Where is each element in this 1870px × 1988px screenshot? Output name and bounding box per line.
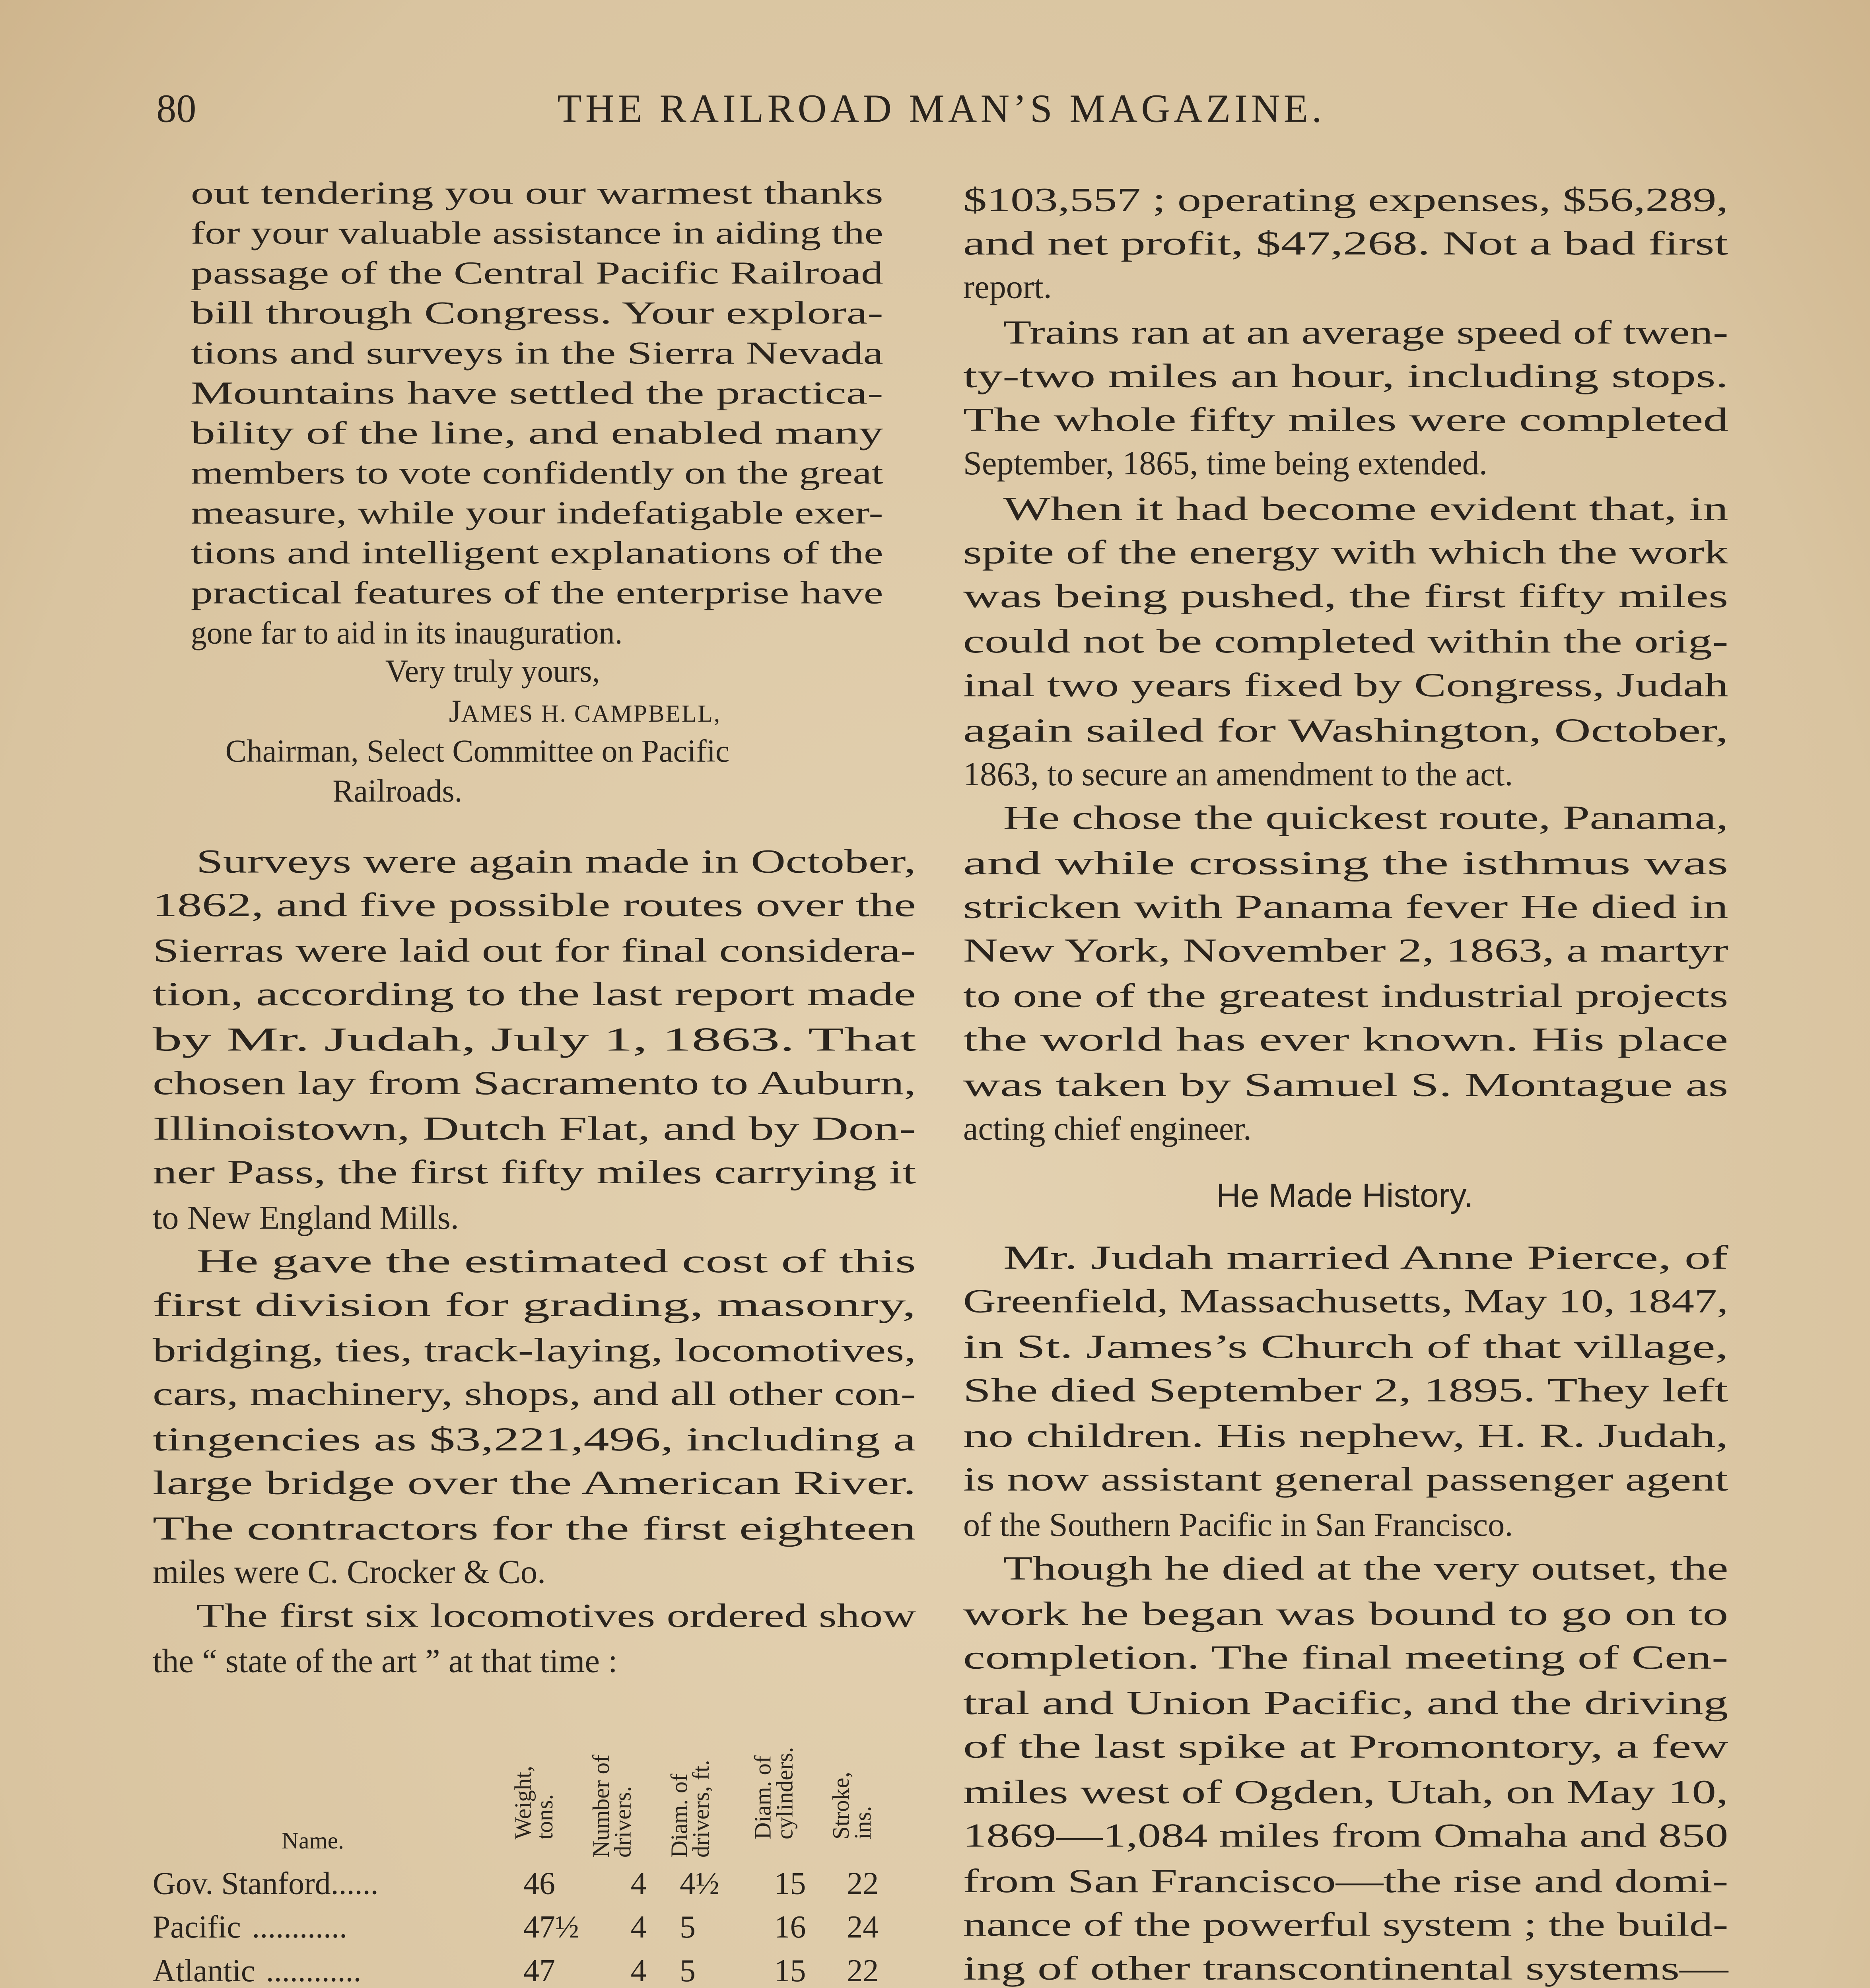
cell-diam: 4½	[679, 1866, 719, 1901]
text-line: tingencies as $3,221,496, including a	[152, 1421, 916, 1458]
letter-signer: JAMES H. CAMPBELL,	[449, 693, 721, 729]
text-line: in St. James’s Church of that village,	[963, 1328, 1728, 1365]
text-line: to New England Mills.	[152, 1199, 459, 1237]
text-line: New York, November 2, 1863, a martyr	[963, 932, 1728, 969]
letter-line: out tendering you our warmest thanks	[190, 175, 883, 211]
cell-weight: 47½	[523, 1910, 579, 1945]
cell-stroke: 22	[847, 1866, 879, 1901]
letter-line: for your valuable assistance in aiding the	[190, 215, 883, 251]
paragraph-washington	[963, 490, 1729, 792]
text-line: ing of other transcontinental systems—	[963, 1950, 1729, 1987]
text-line: ner Pass, the first fifty miles carrying it	[152, 1153, 916, 1191]
column-header: Diam. ofcylinders.	[749, 1747, 798, 1840]
text-line: again sailed for Washington, October,	[963, 712, 1728, 749]
text-line: the “ state of the art ” at that time :	[152, 1642, 618, 1680]
cell-drivers: 4	[630, 1866, 647, 1901]
row-name: Atlantic ............	[152, 1953, 362, 1988]
row-name: Pacific ............	[152, 1910, 348, 1945]
text-line: and while crossing the isthmus was	[963, 845, 1728, 882]
text-line: He gave the estimated cost of this	[196, 1242, 916, 1280]
paragraph-surveys	[153, 843, 916, 1236]
text-line: completion. The final meeting of Cen-	[963, 1639, 1728, 1676]
cell-weight: 47	[523, 1953, 555, 1988]
text-line: spite of the energy with which the work	[963, 534, 1729, 571]
cell-cylinders: 15	[774, 1866, 806, 1901]
letter-line: tions and surveys in the Sierra Nevada	[190, 336, 883, 371]
cell-drivers: 4	[630, 1910, 647, 1945]
text-line: acting chief engineer.	[963, 1110, 1252, 1147]
page-number: 80	[156, 86, 196, 131]
text-line: She died September 2, 1895. They left	[963, 1372, 1728, 1409]
text-line: Surveys were again made in October,	[196, 843, 916, 880]
letter-line: bility of the line, and enabled many	[190, 415, 883, 451]
text-line: stricken with Panama fever He died in	[963, 888, 1728, 926]
letter-closing: Very truly yours,	[385, 654, 600, 689]
text-line: $103,557 ; operating expenses, $56,289,	[963, 181, 1728, 219]
cell-stroke: 22	[847, 1953, 879, 1988]
text-line: cars, machinery, shops, and all other con-	[152, 1375, 916, 1413]
text-line: Trains ran at an average speed of twen-	[1003, 314, 1728, 351]
text-line: was taken by Samuel S. Montague as	[963, 1066, 1728, 1104]
letter-line: gone far to aid in its inauguration.	[190, 615, 623, 651]
text-line: by Mr. Judah, July 1, 1863. That	[152, 1021, 916, 1058]
text-line: nance of the powerful system ; the build-	[963, 1906, 1728, 1943]
text-line: the world has ever known. His place	[963, 1021, 1728, 1058]
letter-line: practical features of the enterprise have	[190, 575, 883, 611]
cell-drivers: 4	[630, 1953, 647, 1988]
text-line: miles west of Ogden, Utah, on May 10,	[963, 1773, 1728, 1811]
text-line: could not be completed within the orig-	[963, 623, 1728, 660]
text-line: The whole fifty miles were completed	[963, 401, 1728, 439]
text-line: inal two years fixed by Congress, Judah	[963, 666, 1728, 704]
paragraph-marriage	[963, 1239, 1729, 1543]
text-line: Though he died at the very outset, the	[1003, 1550, 1728, 1587]
text-line: 1863, to secure an amendment to the act.	[963, 755, 1513, 793]
cell-diam: 5	[679, 1910, 696, 1945]
column-header: Number ofdrivers.	[587, 1754, 636, 1858]
text-line: tion, according to the last report made	[152, 975, 916, 1013]
text-line: Sierras were laid out for final considera-	[152, 932, 916, 969]
text-line: ty-two miles an hour, including stops.	[963, 357, 1728, 395]
cell-cylinders: 16	[774, 1910, 806, 1945]
column-header: Weight,tons.	[509, 1766, 558, 1840]
cell-cylinders: 15	[774, 1953, 806, 1988]
text-line: tral and Union Pacific, and the driving	[963, 1684, 1728, 1722]
text-line: Greenfield, Massachusetts, May 10, 1847,	[963, 1283, 1728, 1320]
text-line: and net profit, $47,268. Not a bad first	[963, 225, 1728, 262]
row-name: Gov. Stanford......	[152, 1866, 379, 1901]
text-line: first division for grading, masonry,	[152, 1286, 916, 1324]
cell-weight: 46	[523, 1866, 555, 1901]
text-line: When it had become evident that, in	[1003, 490, 1728, 528]
table-name-header: Name.	[282, 1827, 344, 1854]
letter-line: tions and intelligent explanations of the	[190, 536, 883, 571]
text-line: of the Southern Pacific in San Francisco.	[963, 1506, 1513, 1543]
text-line: The first six locomotives ordered show	[196, 1597, 916, 1635]
text-line: bridging, ties, track-laying, locomotives,	[152, 1332, 916, 1369]
cell-diam: 5	[679, 1953, 696, 1988]
text-line: chosen lay from Sacramento to Auburn,	[152, 1064, 916, 1102]
cell-stroke: 24	[847, 1910, 879, 1945]
text-line: from San Francisco—the rise and domi-	[963, 1862, 1728, 1900]
text-line: September, 1865, time being extended.	[963, 445, 1488, 482]
text-line: to one of the greatest industrial projects	[963, 977, 1728, 1015]
text-line: report.	[963, 268, 1052, 306]
text-line: 1869—1,084 miles from Omaha and 850	[963, 1817, 1728, 1854]
text-line: was being pushed, the first fifty miles	[963, 577, 1728, 615]
text-line: Mr. Judah married Anne Pierce, of	[1003, 1239, 1729, 1276]
text-line: 1862, and five possible routes over the	[152, 886, 916, 924]
column-header: Diam. ofdrivers, ft.	[666, 1760, 714, 1858]
text-line: Illinoistown, Dutch Flat, and by Don-	[152, 1110, 916, 1147]
text-line: He chose the quickest route, Panama,	[1003, 799, 1728, 837]
text-line: miles were C. Crocker & Co.	[152, 1553, 546, 1591]
signer-title: Railroads.	[332, 773, 463, 809]
letter-line: measure, while your indefatigable exer-	[190, 495, 883, 531]
signer-title: Chairman, Select Committee on Pacific	[225, 734, 730, 769]
letter-line: Mountains have settled the practica-	[190, 375, 883, 411]
column-header: Stroke,ins.	[827, 1772, 876, 1840]
text-line: is now assistant general passenger agent	[963, 1461, 1728, 1498]
text-line: of the last spike at Promontory, a few	[963, 1728, 1728, 1765]
text-line: The contractors for the first eighteen	[152, 1510, 916, 1547]
text-line: work he began was bound to go on to	[963, 1595, 1728, 1633]
text-line: no children. His nephew, H. R. Judah,	[963, 1417, 1728, 1454]
letter-line: bill through Congress. Your explora-	[190, 295, 883, 331]
running-head: THE RAILROAD MAN’S MAGAZINE.	[557, 86, 1326, 131]
text-line: large bridge over the American River.	[152, 1464, 916, 1502]
letter-line: passage of the Central Pacific Railroad	[190, 256, 883, 291]
section-heading-he-made-history: He Made History.	[1216, 1176, 1473, 1214]
letter-line: members to vote confidently on the great	[190, 455, 883, 491]
